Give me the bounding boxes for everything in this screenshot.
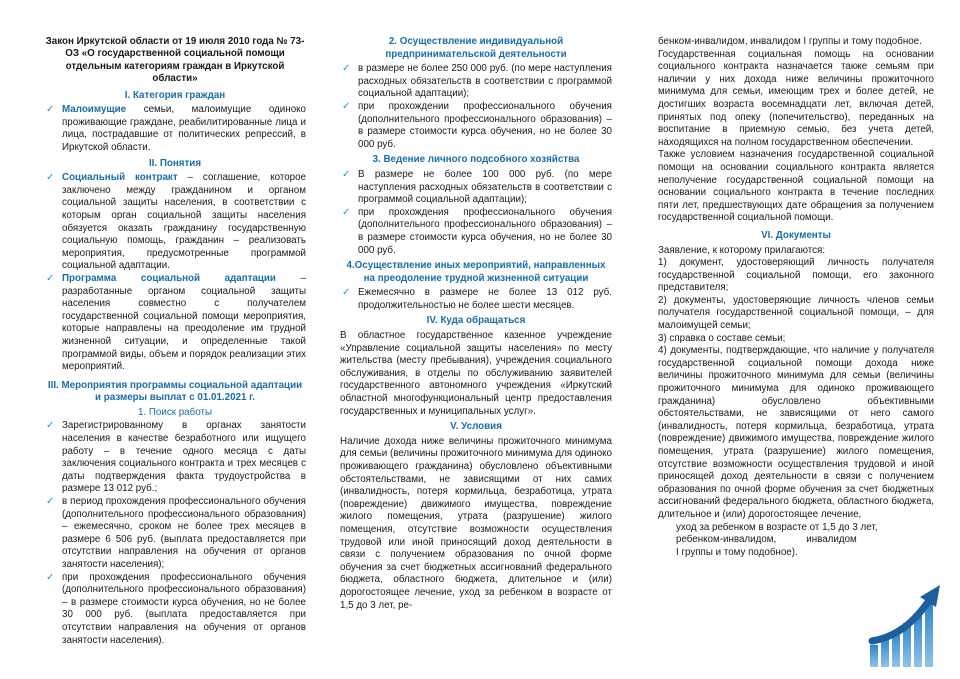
checkmark-icon: ✓ [46, 272, 55, 284]
checkmark-icon: ✓ [342, 287, 351, 299]
checkmark-icon: ✓ [46, 172, 55, 184]
document-item-tail: ребенком-инвалидом, инвалидом [676, 534, 857, 546]
document-item: 2) документы, удостоверяющие личность членов семьи получателя государственной социальной помощи, – для малоимущей семьи; [658, 294, 934, 332]
list-item: ✓ Малоимущие семьи, малоимущие одиноко проживающие граждане, реабилитированные лица и лица, пострадавшие от политических репрессий, в Иркутской области. [46, 104, 306, 153]
document-item-tail: I группы и тому подобное). [676, 546, 798, 558]
subheading-household: 3. Ведение личного подсобного хозяйства [372, 154, 580, 166]
list-item: ✓ Зарегистрированному в органах занятости населения в качестве безработного или ищущего работу – в течение одного месяца с даты заключения социального контракта и трех месяцев с даты подтверждения факта трудоустройства в размере 13 012 руб.; [46, 420, 306, 495]
checkmark-icon: ✓ [342, 168, 351, 180]
subheading-entrepreneurship: 2. Осуществление индивидуальной предпринимательской деятельности [385, 36, 567, 60]
checkmark-icon: ✓ [342, 206, 351, 218]
subheading-other-measures: 4.Осуществление иных мероприятий, направленных на преодоление трудной жизненной ситуации [346, 260, 606, 284]
checkmark-icon: ✓ [46, 104, 55, 116]
list-item: ✓ в период прохождения профессионального обучения (дополнительного профессионального образования) – ежемесячно, сроком не более трех месяцев в размере 6 506 руб. (выплата предоставляется при отсутствии направления на обучения от органов занятости населения); [46, 496, 306, 570]
list-item: ✓ в размере не более 250 000 руб. (по мере наступления расходных обязательств в соответствии с программой социальной адаптации); [342, 63, 612, 100]
document-item: 4) документы, подтверждающие, что наличие у получателя государственной социальной помощи дохода ниже величины прожиточного минимума для семьи (величины прожиточного минимума для одиноко проживающего гражданина) обусловлено объективными обстоятельствами, не зависящими от него самого (инвалидность, потеря кормильца, безработица, утрата (повреждение) движимого имущества, повреждение жилого помещения, утрата (разрушение) жилого помещения, отсутствие возможности осуществления трудовой и иной приносящей доход деятельности в связи с получением образования по очной форме обучения за счет бюджетных ассигнований федерального бюджета, областного бюджета, длительное и (или) дорогостоящее лечение, [658, 345, 934, 520]
section-heading-documents: VI. Документы [761, 229, 831, 241]
list-item: ✓ при прохождении профессионального обучения (дополнительного профессионального образования) – в размере стоимости курса обучения, но не более 30 000 руб. [342, 100, 612, 150]
document-item: 1) документ, удостоверяющий личность получателя государственной социальной помощи, его законного представителя; [658, 257, 934, 294]
section-heading-measures: III. Мероприятия программы социальной адаптации и размеры выплат с 01.01.2021 г. [47, 379, 303, 404]
paragraph-continuation: бенком-инвалидом, инвалидом I группы и тому подобное. [658, 36, 922, 47]
list-item: ✓ Программа социальной адаптации – разработанные органом социальной защиты населения совместно с получателем государственной социальной помощи мероприятия, которые направлены на преодоление им трудной жизненной ситуации, и определенные такой программой виды, объем и порядок реализации этих мероприятий. [46, 272, 307, 373]
section-heading-conditions: V. Условия [450, 421, 502, 433]
checkmark-icon: ✓ [342, 100, 351, 112]
law-title: Закон Иркутской области от 19 июля 2010 года № 73-ОЗ «О государственной социальной помощи отдельным категориям граждан в Иркутской области» [45, 36, 305, 85]
list-item: ✓ Ежемесячно в размере не более 13 012 руб. продолжительностью не более шести месяцев. [342, 287, 612, 311]
column-1 [44, 30, 306, 671]
column-2 [340, 36, 612, 671]
checkmark-icon: ✓ [46, 496, 55, 508]
subheading-job-search: 1. Поиск работы [137, 406, 213, 418]
checkmark-icon: ✓ [342, 63, 351, 75]
document-item: 3) справка о составе семьи; [658, 332, 786, 344]
list-item: ✓ Социальный контракт – соглашение, которое заключено между гражданином и органом социальной защиты населения, в соответствии с которым орган социальной защиты населения обязуется оказать гражданину государственную социальную помощь, гражданин – реализовать мероприятия, предусмотренные программой социальной адаптации. [46, 172, 306, 272]
paragraph-large-families: Государственная социальная помощь на основании социального контракта назначается также семьям при наличии у них дохода ниже величины прожиточного минимума для семьи, имеющим трех и более детей, не достигших возраста восемнадцати лет, включая детей, принятых под опеку (попечительство), переданных на воспитание в приемную семью, без учета детей, находящихся на полном государственном обеспечении. [658, 48, 934, 148]
section-heading-categories: I. Категория граждан [124, 89, 226, 101]
list-item: ✓ при прохождения профессионального обучения (дополнительного профессионального образования) – в размере стоимости курса обучения, но не более 30 000 руб. [342, 206, 612, 256]
document-item-tail: уход за ребенком в возрасте от 1,5 до 3 лет, [676, 521, 878, 533]
list-item: ✓ при прохождения профессионального обучения (дополнительного профессионального образования) – в размере стоимости курса обучения, но не более 30 000 руб. (выплата предоставляется при отсутствии направления на обучения от органов занятости населения). [46, 571, 306, 646]
documents-intro: Заявление, к которому прилагаются: [658, 244, 826, 256]
growth-chart-icon [868, 585, 946, 669]
paragraph-where-to-apply: В областное государственное казенное учреждение «Управление социальной защиты населения» по месту жительства (месту пребывания), учреждения социального обслуживания, в отделы по обслуживанию заявителей государственного автономного учреждения «Иркутский областной многофункциональный центр предоставления государственных и муниципальных услуг». [340, 330, 612, 417]
section-heading-where-to-apply: IV. Куда обращаться [426, 315, 526, 327]
checkmark-icon: ✓ [46, 420, 55, 432]
paragraph-condition-five-years: Также условием назначения государственной социальной помощи на основании социального контракта является неполучение государственной социальной помощи на основании социального контракта в течение последних пяти лет, предшествующих дате обращения за получением государственной социальной помощи. [658, 149, 934, 224]
checkmark-icon: ✓ [46, 571, 55, 583]
column-3 [658, 36, 934, 671]
section-heading-concepts: II. Понятия [148, 157, 202, 169]
list-item: ✓ В размере не более 100 000 руб. (по мере наступления расходных обязательств в соответствии с программой социальной адаптации); [342, 168, 612, 206]
paragraph-conditions: Наличие дохода ниже величины прожиточного минимума для семьи (величины прожиточного минимума для одиноко проживающего гражданина) обусловлено объективными обстоятельствами, не зависящими от них самих (инвалидность, потеря кормильца, безработица, утрата (повреждение) движимого имущества, повреждение жилого помещения, утрата (разрушение) жилого помещения, отсутствие возможности осуществления трудовой или иной приносящий доход деятельности в связи с получением образования по очной форме обучения за счет бюджетных ассигнований федерального бюджета, областного бюджета, длительное и (или) дорогостоящее лечение, уход за ребенком в возрасте от 1,5 до 3 лет, ре- [340, 435, 612, 611]
